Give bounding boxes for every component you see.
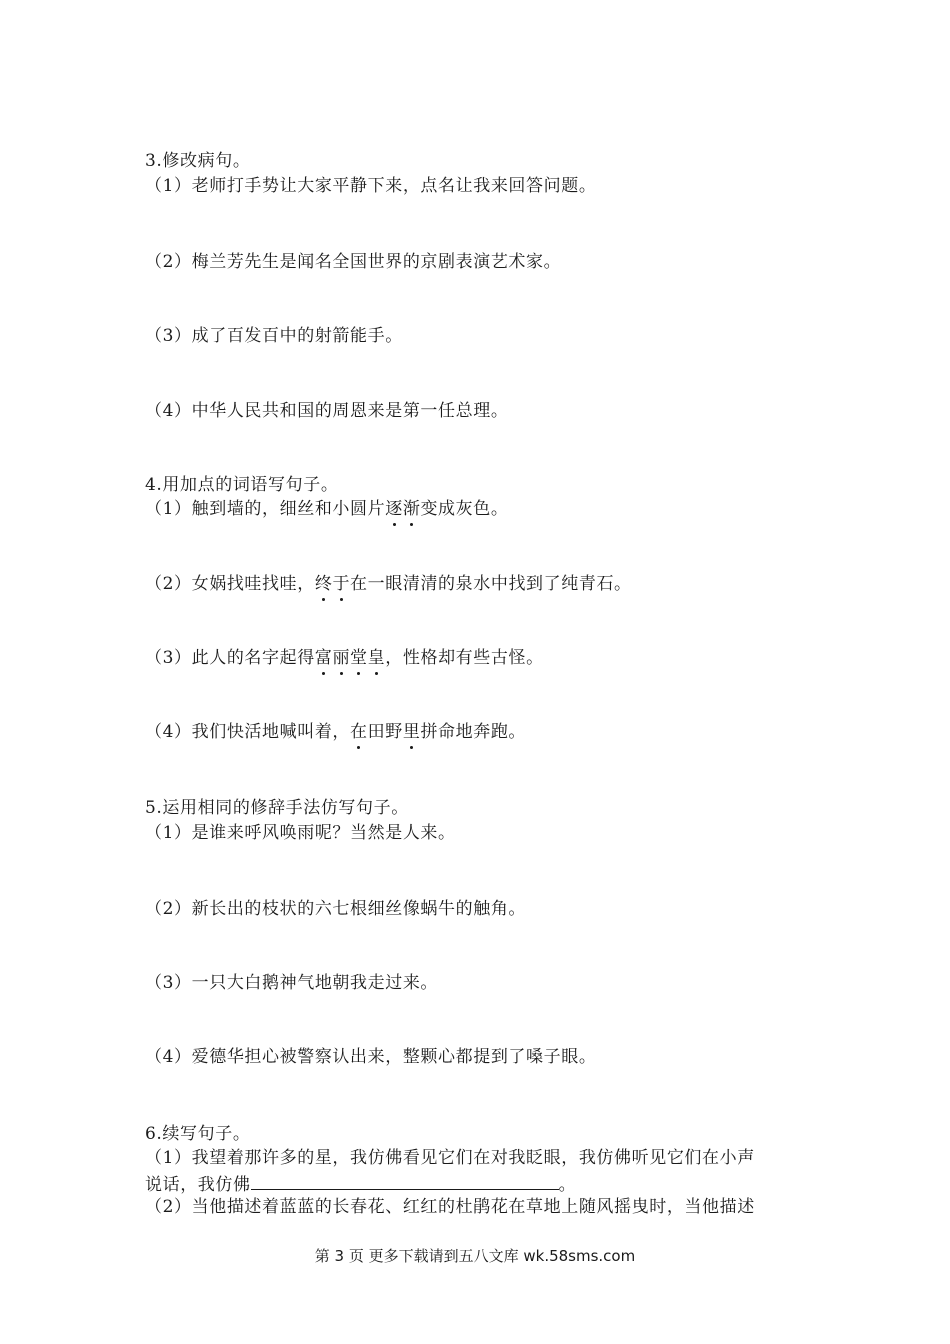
item-text: 说话，我仿佛 bbox=[145, 1175, 251, 1195]
emphasized-char: 堂 bbox=[350, 648, 368, 668]
section-3-item-2: （2）梅兰芳先生是闻名全国世界的京剧表演艺术家。 bbox=[145, 252, 562, 272]
section-5-item-3: （3）一只大白鹅神气地朝我走过来。 bbox=[145, 973, 439, 993]
item-text: 拼命地奔跑。 bbox=[420, 722, 527, 742]
section-4-item-4 bbox=[145, 721, 526, 743]
item-text: （1）触到墙的，细丝和小圆片 bbox=[145, 499, 386, 519]
emphasized-char: 逐 bbox=[385, 499, 403, 519]
section-3-title: 3.修改病句。 bbox=[145, 151, 251, 171]
item-text: 田野 bbox=[367, 722, 403, 742]
section-5-item-4: （4）爱德华担心被警察认出来，整颗心都提到了嗓子眼。 bbox=[145, 1047, 597, 1067]
page-footer: 第 3 页 更多下载请到五八文库 wk.58sms.com bbox=[314, 1247, 636, 1265]
item-text: 变成灰色。 bbox=[420, 499, 509, 519]
item-text: （3）此人的名字起得 bbox=[145, 648, 315, 668]
emphasized-char: 终 bbox=[314, 574, 333, 594]
emphasized-char: 富 bbox=[314, 648, 333, 668]
section-5-title: 5.运用相同的修辞手法仿写句子。 bbox=[145, 798, 409, 818]
item-text: 。 bbox=[558, 1175, 577, 1195]
section-3-item-4: （4）中华人民共和国的周恩来是第一任总理。 bbox=[145, 401, 509, 421]
section-4-item-1 bbox=[145, 498, 508, 520]
section-6-item-2-line-1: （2）当他描述着蓝蓝的长春花、红红的杜鹃花在草地上随风摇曳时，当他描述 bbox=[145, 1197, 755, 1217]
section-4-item-3 bbox=[145, 647, 544, 669]
emphasized-char: 皇 bbox=[367, 648, 386, 668]
section-3-item-1: （1）老师打手势让大家平静下来，点名让我来回答问题。 bbox=[145, 176, 597, 196]
section-6-title: 6.续写句子。 bbox=[145, 1124, 251, 1144]
item-text: （2）女娲找哇找哇， bbox=[145, 574, 315, 594]
section-3-item-3: （3）成了百发百中的射箭能手。 bbox=[145, 326, 403, 346]
item-text: 在一眼清清的泉水中找到了纯青石。 bbox=[350, 574, 632, 594]
answer-blank[interactable] bbox=[251, 1172, 559, 1190]
section-4-title: 4.用加点的词语写句子。 bbox=[145, 475, 339, 495]
section-4-item-2 bbox=[145, 573, 632, 595]
emphasized-char: 渐 bbox=[402, 499, 421, 519]
section-6-item-1-line-1: （1）我望着那许多的星，我仿佛看见它们在对我眨眼，我仿佛听见它们在小声 bbox=[145, 1148, 755, 1168]
section-5-item-1: （1）是谁来呼风唤雨呢？当然是人来。 bbox=[145, 823, 456, 843]
emphasized-char: 里 bbox=[402, 722, 421, 742]
item-text: （4）我们快活地喊叫着， bbox=[145, 722, 351, 742]
item-text: ，性格却有些古怪。 bbox=[385, 648, 544, 668]
section-5-item-2: （2）新长出的枝状的六七根细丝像蜗牛的触角。 bbox=[145, 899, 527, 919]
emphasized-char: 于 bbox=[332, 574, 351, 594]
emphasized-char: 在 bbox=[350, 722, 368, 742]
emphasized-char: 丽 bbox=[332, 648, 351, 668]
section-6-item-1-line-2 bbox=[145, 1172, 576, 1196]
